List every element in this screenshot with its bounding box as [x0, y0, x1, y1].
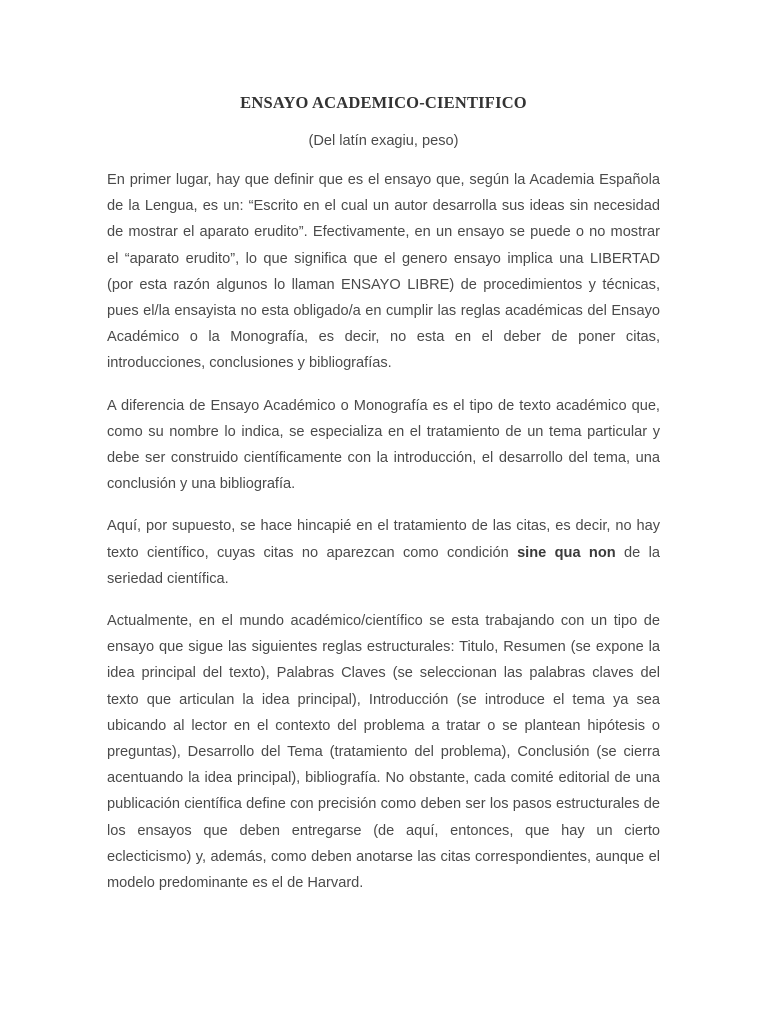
document-page [107, 92, 660, 912]
document-title: ENSAYO ACADEMICO-CIENTIFICO [240, 93, 527, 112]
paragraph-3-text-end: de la seriedad científica. [107, 544, 661, 587]
paragraph-4: Actualmente, en el mundo académico/científico se esta trabajando con un tipo de ensayo que sigue las siguientes reglas estructurales: Titulo, Resumen (se expone la idea principal del texto), Palabras Claves (se seleccionan las palabras claves del texto que articulan la idea principal), Introducción (se introduce el tema ya sea ubicando al lector en el contexto del problema a tratar o se plantean hipótesis o preguntas), Desarrollo del Tema (tratamiento del problema), Conclusión (se cierra acentuando la idea principal), bibliografía. No obstante, cada comité editorial de una publicación científica define con precisión como deben ser los pasos estructurales de los ensayos que deben entregarse (de aquí, entonces, que hay un cierto eclecticismo) y, además, como deben anotarse las citas correspondientes, aunque el modelo predominante es el de Harvard. [107, 613, 660, 892]
paragraph-3 [107, 513, 660, 592]
document-subtitle: (Del latín exagiu, peso) [308, 133, 459, 149]
paragraph-3-text-start: Aquí, por supuesto, se hace hincapié en el tratamiento de las citas, es decir, no hay texto científico, cuyas citas no aparezcan como condición [107, 518, 660, 561]
latin-phrase-bold: sine qua non [517, 544, 616, 561]
paragraph-1: En primer lugar, hay que definir que es el ensayo que, según la Academia Española de la Lengua, es un: “Escrito en el cual un autor desarrolla sus ideas sin necesidad de mostrar el aparato erudito”. Efectivamente, en un ensayo se puede o no mostrar el “aparato erudito”, lo que significa que el genero ensayo implica una LIBERTAD (por esta razón algunos lo llaman ENSAYO LIBRE) de procedimientos y técnicas, pues el/la ensayista no esta obligado/a en cumplir las reglas académicas del Ensayo Académico o la Monografía, es decir, no esta en el deber de poner citas, introducciones, conclusiones y bibliografías. [107, 172, 660, 372]
paragraph-2: A diferencia de Ensayo Académico o Monografía es el tipo de texto académico que, como su nombre lo indica, se especializa en el tratamiento de un tema particular y debe ser construido científicamente con la introducción, el desarrollo del tema, una conclusión y una bibliografía. [107, 397, 660, 493]
